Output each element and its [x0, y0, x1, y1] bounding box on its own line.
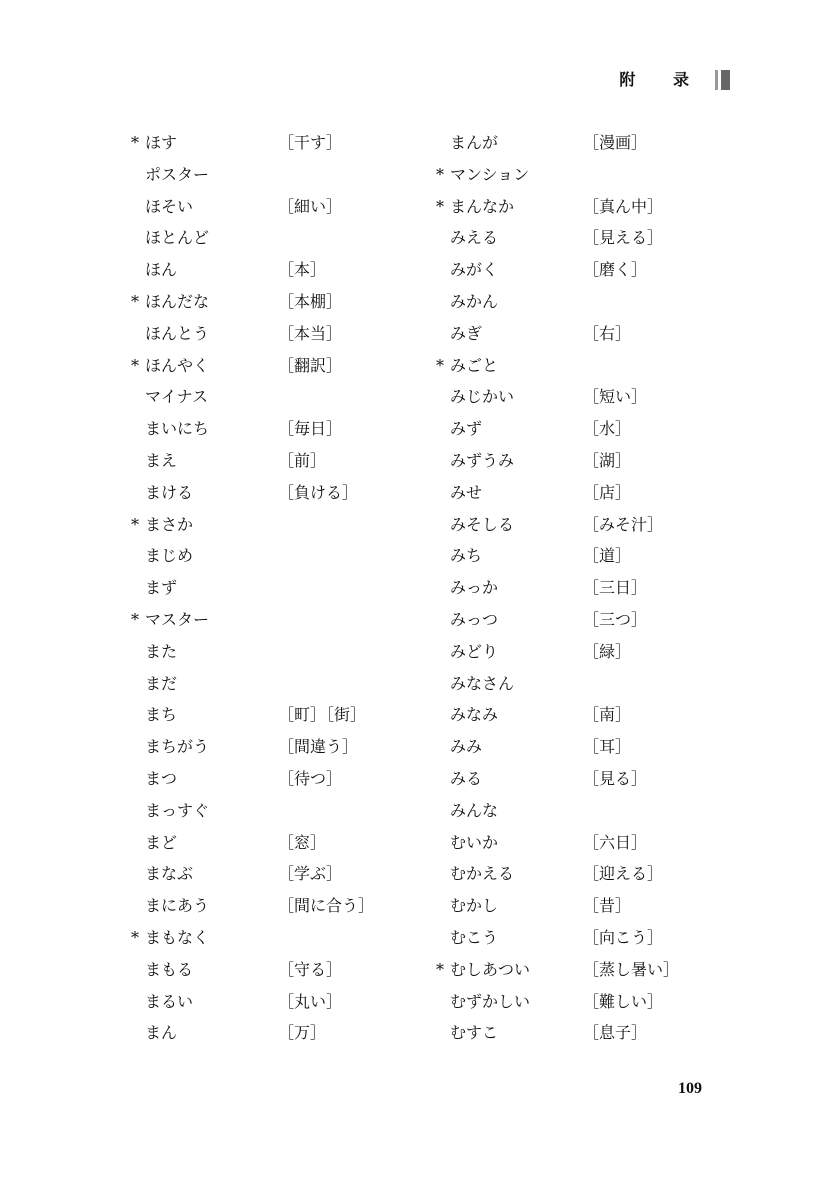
word-entry-row [128, 636, 468, 668]
word-entry-row [128, 318, 468, 350]
kana-word: むこう [450, 927, 499, 947]
kanji-writing: ［干す］ [278, 133, 343, 152]
kanji-writing: ［待つ］ [278, 768, 343, 788]
kanji-writing: ［丸い］ [278, 991, 343, 1011]
kana-word: むいか [450, 832, 499, 852]
word-entry-row [433, 636, 773, 668]
word-entry-row [433, 286, 773, 318]
kana-word: みかん [450, 291, 499, 311]
kanji-writing: ［細い］ [278, 196, 343, 216]
kanji-writing: ［緑］ [583, 641, 632, 661]
word-entry-row [433, 890, 773, 922]
word-entry-row [128, 127, 468, 159]
kana-word: まける [145, 482, 194, 502]
kana-word: マンション [450, 164, 530, 184]
word-entry-row [128, 222, 468, 254]
word-entry-row [433, 381, 773, 413]
word-entry-row [433, 254, 773, 286]
star-marker: * [131, 133, 139, 152]
kana-word: むすこ [450, 1023, 499, 1043]
header-bar-marks [715, 70, 730, 90]
word-entry-row [433, 509, 773, 541]
word-entry-row [128, 477, 468, 509]
kanji-writing: ［万］ [278, 1023, 327, 1043]
kana-word: みずうみ [450, 450, 515, 470]
word-entry-row [128, 191, 468, 223]
header-thick-bar [721, 70, 730, 90]
word-entry-row [128, 540, 468, 572]
kanji-writing: ［六日］ [583, 832, 648, 852]
kana-word: マイナス [145, 387, 209, 407]
kana-word: ほとんど [145, 228, 210, 248]
word-entry-row [128, 986, 468, 1018]
word-entry-row [128, 350, 468, 382]
kanji-writing: ［短い］ [583, 387, 648, 407]
kanji-writing: ［本当］ [278, 323, 343, 343]
word-entry-row [433, 731, 773, 763]
star-marker: * [131, 514, 139, 534]
kana-word: みえる [450, 228, 499, 248]
star-marker: * [131, 291, 139, 311]
kana-word: マスター [145, 609, 210, 629]
kanji-writing: ［蒸し暑い］ [583, 959, 680, 979]
word-entry-row [433, 827, 773, 859]
kanji-writing: ［迎える］ [583, 864, 664, 884]
kanji-writing: ［磨く］ [583, 260, 648, 280]
kana-word: まいにち [145, 419, 210, 439]
kana-word: まち [145, 705, 178, 725]
kanji-writing: ［道］ [583, 546, 632, 566]
word-entry-row [433, 445, 773, 477]
kanji-writing: ［本］ [278, 260, 327, 280]
word-entry-row [128, 159, 468, 191]
word-entry-row [128, 954, 468, 986]
kanji-writing: ［学ぶ］ [278, 864, 343, 884]
page-number: 109 [678, 1080, 702, 1097]
kana-word: まん [145, 1023, 178, 1043]
word-entry-row [433, 986, 773, 1018]
kana-word: まにあう [145, 896, 210, 916]
kana-word: まつ [145, 768, 178, 788]
kana-word: まなぶ [145, 864, 194, 884]
star-marker: * [436, 196, 444, 216]
kana-word: みじかい [450, 387, 515, 407]
kana-word: みなみ [450, 705, 499, 725]
kanji-writing: ［息子］ [583, 1023, 648, 1043]
kanji-writing: ［昔］ [583, 896, 632, 916]
word-entry-row [128, 890, 468, 922]
kana-word: ほんやく [145, 355, 210, 375]
kanji-writing: ［耳］ [583, 737, 632, 757]
kana-word: まだ [145, 673, 178, 693]
word-entry-row [128, 827, 468, 859]
word-entry-row [128, 699, 468, 731]
kana-word: みる [450, 768, 483, 788]
kana-word: みっか [450, 578, 499, 598]
kanji-writing: ［間に合う］ [278, 896, 375, 916]
kana-word: まさか [145, 514, 194, 534]
word-entry-row [433, 954, 773, 986]
word-entry-row [128, 286, 468, 318]
right-word-column [433, 127, 773, 1049]
kana-word: みせ [450, 482, 483, 502]
word-entry-row [128, 731, 468, 763]
kana-word: まど [145, 832, 178, 852]
kana-word: みどり [450, 641, 499, 661]
kana-word: むしあつい [450, 959, 531, 979]
star-marker: * [436, 959, 444, 979]
kanji-writing: ［負ける］ [278, 482, 359, 502]
word-entry-row [433, 159, 773, 191]
kana-word: むずかしい [450, 991, 531, 1011]
word-entry-row [433, 795, 773, 827]
word-entry-row [433, 604, 773, 636]
kanji-writing: ［前］ [278, 450, 327, 470]
word-entry-row [128, 858, 468, 890]
kanji-writing: ［町］［街］ [278, 705, 367, 725]
word-entry-row [128, 254, 468, 286]
running-header [619, 70, 730, 90]
kana-word: まんなか [450, 196, 515, 216]
word-entry-row [128, 445, 468, 477]
kana-word: ほん [145, 260, 178, 280]
kanji-writing: ［向こう］ [583, 927, 664, 947]
kana-word: また [145, 641, 178, 661]
header-thin-bar [715, 70, 718, 90]
kana-word: ほんとう [145, 323, 210, 343]
kanji-writing: ［水］ [583, 419, 632, 439]
word-entry-row [128, 668, 468, 700]
word-entry-row [433, 699, 773, 731]
header-title: 附 录 [619, 70, 705, 89]
word-entry-row [128, 572, 468, 604]
star-marker: * [131, 355, 139, 375]
word-entry-row [128, 604, 468, 636]
word-entry-row [433, 350, 773, 382]
word-entry-row [128, 381, 468, 413]
kana-word: まっすぐ [145, 800, 210, 820]
kanji-writing: ［本棚］ [278, 291, 343, 311]
kanji-writing: ［見る］ [583, 768, 648, 788]
word-entry-row [128, 795, 468, 827]
word-entry-row [433, 540, 773, 572]
kanji-writing: ［三つ］ [583, 609, 648, 629]
kanji-writing: ［間違う］ [278, 737, 359, 757]
kanji-writing: ［漫画］ [583, 133, 648, 152]
kana-word: まえ [145, 450, 178, 470]
kana-word: みぎ [450, 323, 483, 343]
kanji-writing: ［難しい］ [583, 991, 664, 1011]
kanji-writing: ［湖］ [583, 450, 632, 470]
kana-word: むかえる [450, 864, 515, 884]
kanji-writing: ［南］ [583, 705, 632, 725]
kana-word: ほす [145, 133, 178, 152]
word-entry-row [433, 668, 773, 700]
word-entry-row [128, 763, 468, 795]
kanji-writing: ［毎日］ [278, 419, 343, 439]
kanji-writing: ［みそ汁］ [583, 514, 664, 534]
kana-word: みごと [450, 355, 499, 375]
kana-word: みそしる [450, 514, 515, 534]
kanji-writing: ［真ん中］ [583, 196, 664, 216]
word-entry-row [433, 922, 773, 954]
kanji-writing: ［三日］ [583, 578, 648, 598]
kana-word: ポスター [145, 164, 210, 184]
kana-word: まじめ [145, 546, 194, 566]
kana-word: みなさん [450, 673, 515, 693]
word-entry-row [128, 1017, 468, 1049]
kana-word: まるい [145, 991, 194, 1011]
kanji-writing: ［翻訳］ [278, 355, 343, 375]
kana-word: みず [450, 419, 483, 439]
star-marker: * [131, 927, 139, 947]
kana-word: みち [450, 546, 483, 566]
word-entry-row [433, 763, 773, 795]
kanji-writing: ［見える］ [583, 228, 664, 248]
word-entry-row [433, 1017, 773, 1049]
kana-word: まちがう [145, 737, 210, 757]
kanji-writing: ［守る］ [278, 959, 343, 979]
left-word-column [128, 127, 468, 1049]
kana-word: みがく [450, 260, 499, 280]
kana-word: みみ [450, 737, 483, 757]
star-marker: * [436, 355, 444, 375]
word-entry-row [433, 572, 773, 604]
star-marker: * [131, 609, 139, 629]
kana-word: まもなく [145, 927, 210, 947]
kanji-writing: ［右］ [583, 323, 632, 343]
word-entry-row [128, 413, 468, 445]
kana-word: まず [145, 578, 178, 598]
kana-word: まんが [450, 133, 499, 152]
word-entry-row [433, 191, 773, 223]
word-entry-row [433, 477, 773, 509]
kanji-writing: ［店］ [583, 482, 632, 502]
kana-word: ほそい [145, 196, 194, 216]
kana-word: みんな [450, 800, 499, 820]
kana-word: みっつ [450, 609, 499, 629]
word-entry-row [433, 127, 773, 159]
kana-word: むかし [450, 896, 499, 916]
word-entry-row [128, 922, 468, 954]
star-marker: * [436, 164, 444, 184]
word-entry-row [128, 509, 468, 541]
word-entry-row [433, 318, 773, 350]
word-entry-row [433, 858, 773, 890]
kanji-writing: ［窓］ [278, 832, 327, 852]
kana-word: まもる [145, 959, 194, 979]
word-entry-row [433, 413, 773, 445]
kana-word: ほんだな [145, 291, 210, 311]
word-entry-row [433, 222, 773, 254]
